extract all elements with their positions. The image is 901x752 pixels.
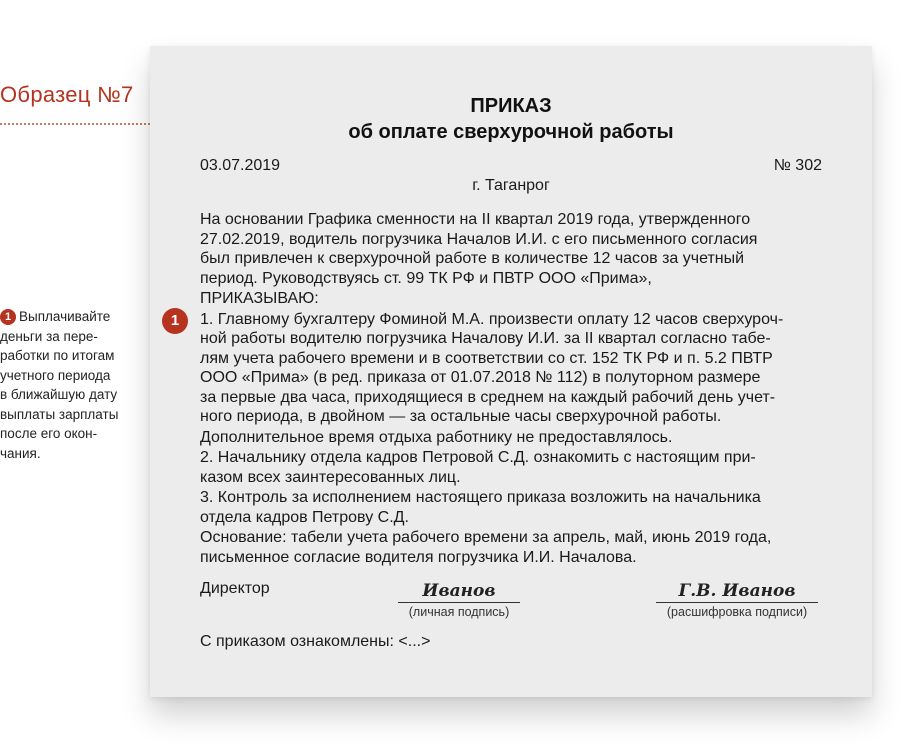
paragraph-item-3: 3. Контроль за исполнением настоящего приказа возложить на начальника отдела кадров Петрову С.Д. bbox=[200, 489, 761, 526]
signature-position: Директор bbox=[200, 580, 270, 597]
acknowledgement-line: С приказом ознакомлены: <...> bbox=[200, 633, 431, 650]
signature-decoding bbox=[656, 580, 818, 619]
document-city: г. Таганрог bbox=[472, 177, 550, 194]
dotted-divider bbox=[0, 123, 150, 125]
note-text: Выплачивайте деньги за пере- работки по итогам учетного периода в ближайшую дату выплаты зарплаты после его окон- чания. bbox=[0, 309, 119, 461]
personal-signature bbox=[398, 580, 520, 619]
decode-caption: (расшифровка подписи) bbox=[666, 605, 808, 619]
paragraph-order-word: ПРИКАЗЫВАЮ: bbox=[200, 290, 319, 307]
signature-caption: (личная подпись) bbox=[408, 605, 510, 619]
paragraph-item-2: 2. Начальнику отдела кадров Петровой С.Д. ознакомить с настоящим при- казом всех заинтересованных лиц. bbox=[200, 449, 756, 486]
sample-title: Образец №7 bbox=[0, 82, 134, 107]
document-title: ПРИКАЗ bbox=[470, 95, 552, 117]
paragraph-item-1: 1. Главному бухгалтеру Фоминой М.А. произвести оплату 12 часов сверхуроч- ной работы водителю погрузчика Началову И.И. за II квартал согласно табе- лям учета рабочего времени и в соответствии со ст. 152 ТК РФ и п. 5.2 ПВТР ООО «Прима» (в ред. приказа от 01.07.2018 № 112) в полуторном размере за первые два часа, приходящиеся в среднем на каждый рабочий день учет- ного периода, в двойном — за остальные часы сверхурочной работы. bbox=[200, 310, 784, 425]
annotation-marker: 1 bbox=[162, 308, 188, 334]
signature-value: Иванов bbox=[398, 580, 520, 603]
paragraph-basis: На основании Графика сменности на II квартал 2019 года, утвержденного 27.02.2019, водитель погрузчика Началов И.И. с его письменного согласия был привлечен к сверхурочной работе в количестве 12 часов за учетный период. Руководствуясь ст. 99 ТК РФ и ПВТР ООО «Прима», bbox=[200, 211, 758, 287]
paragraph-grounds: Основание: табели учета рабочего времени за апрель, май, июнь 2019 года, письменное согласие водителя погрузчика И.И. Началова. bbox=[200, 529, 772, 566]
document-date: 03.07.2019 bbox=[200, 157, 281, 174]
decode-value: Г.В. Иванов bbox=[656, 580, 818, 603]
note-number-badge: 1 bbox=[0, 309, 16, 325]
document-number: № 302 bbox=[773, 157, 822, 174]
document-subtitle: об оплате сверхурочной работы bbox=[348, 121, 674, 143]
document-body bbox=[200, 210, 825, 568]
paragraph-no-rest: Дополнительное время отдыха работнику не предоставлялось. bbox=[200, 428, 673, 446]
side-note bbox=[0, 307, 140, 463]
